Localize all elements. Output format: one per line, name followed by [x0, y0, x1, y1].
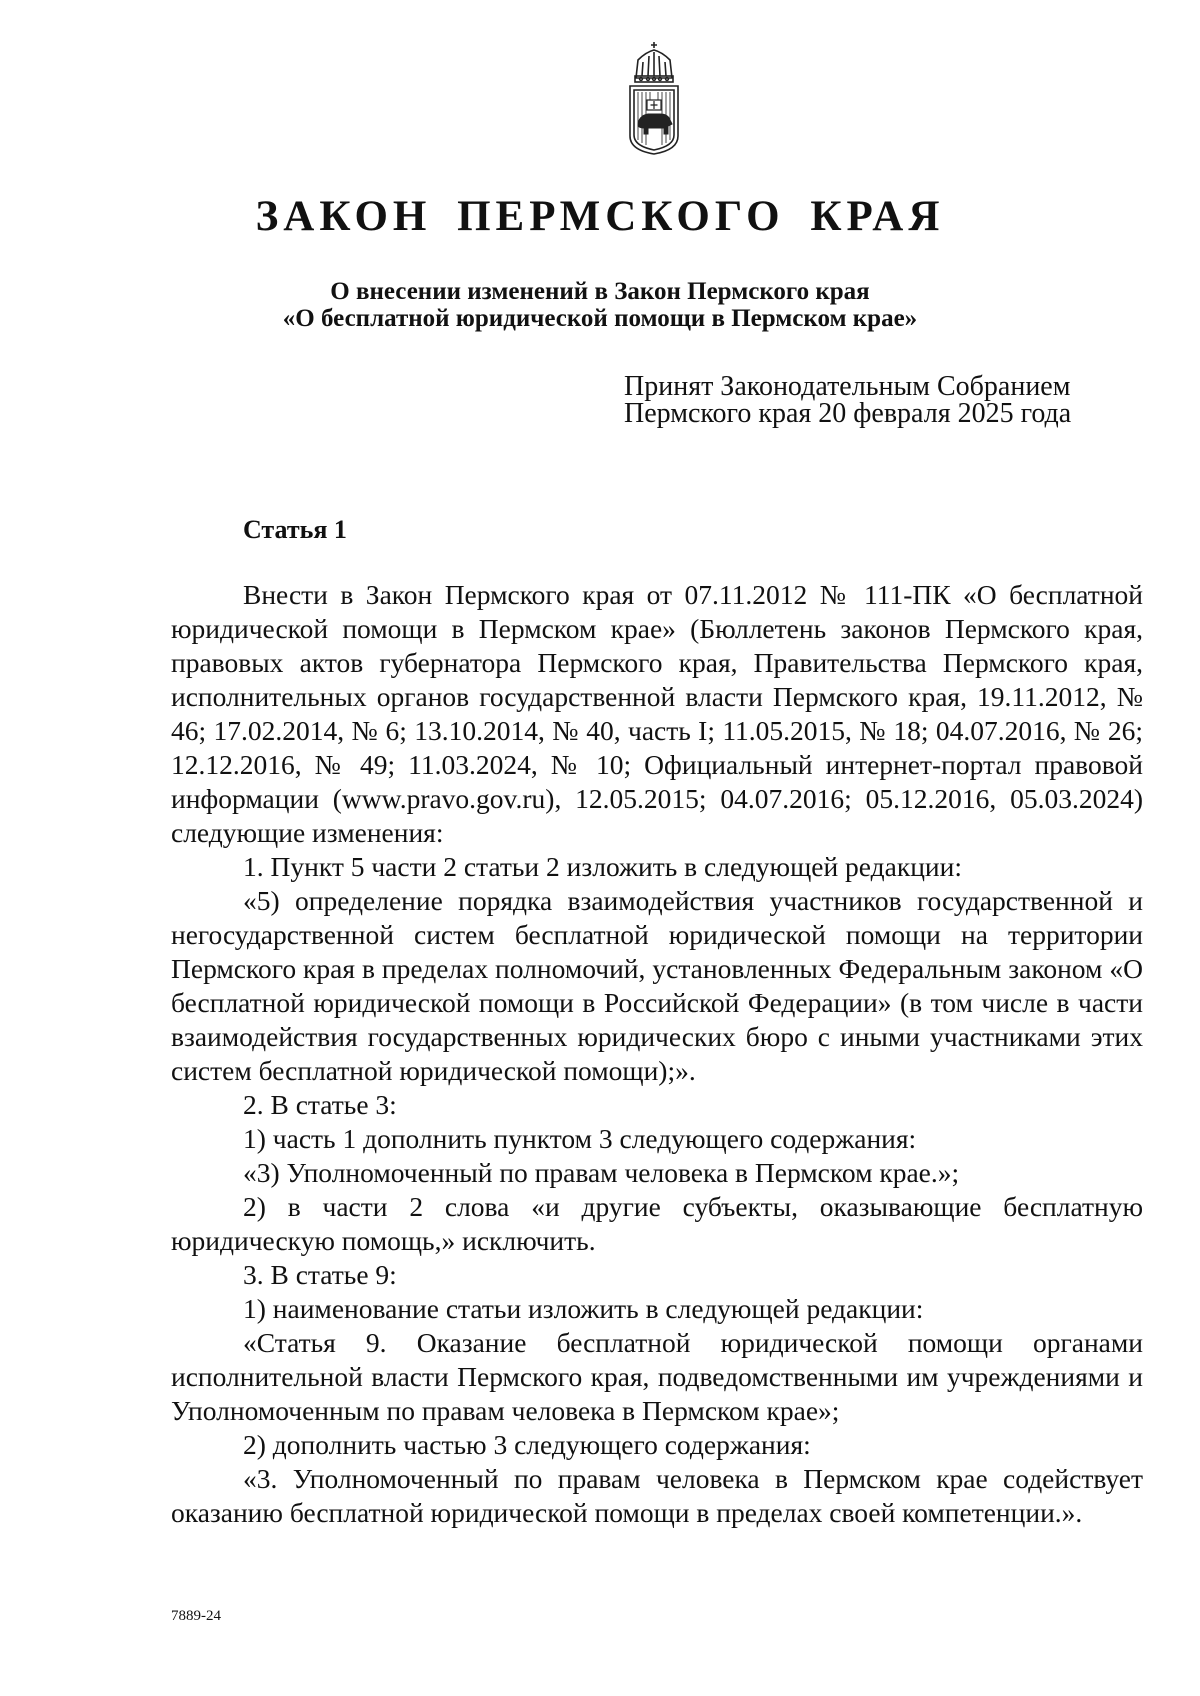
- adoption-note: [624, 373, 1084, 427]
- subtitle-line-1: О внесении изменений в Закон Пермского края: [330, 278, 870, 305]
- article-heading: Статья 1: [243, 515, 347, 544]
- paragraph: 2. В статье 3:: [243, 1089, 397, 1120]
- adoption-line-1: Принят Законодательным Собранием: [624, 371, 1071, 402]
- document-code: 7889-24: [171, 1608, 221, 1624]
- paragraph: 2) дополнить частью 3 следующего содержания:: [243, 1429, 811, 1460]
- article-body: [171, 578, 1143, 1530]
- paragraph: 2) в части 2 слова «и другие субъекты, оказывающие бесплатную юридическую помощь,» исключить.: [171, 1191, 1143, 1256]
- law-title: ЗАКОН ПЕРМСКОГО КРАЯ: [255, 193, 945, 240]
- paragraph: 3. В статье 9:: [243, 1259, 397, 1290]
- paragraph: Внести в Закон Пермского края от 07.11.2012 № 111-ПК «О бесплатной юридической помощи в Пермском крае» (Бюллетень законов Пермского края, правовых актов губернатора Пермского края, Правительства Пермского края, исполнительных органов государственной власти Пермского края, 19.11.2012, № 46; 17.02.2014, № 6; 13.10.2014, № 40, часть I; 11.05.2015, № 18; 04.07.2016, № 26; 12.12.2016, № 49; 11.03.2024, № 10; Официальный интернет-портал правовой информации (www.pravo.gov.ru), 12.05.2015; 04.07.2016; 05.12.2016, 05.03.2024) следующие изменения:: [171, 579, 1143, 848]
- paragraph: 1. Пункт 5 части 2 статьи 2 изложить в следующей редакции:: [243, 851, 963, 882]
- law-subtitle: [0, 278, 1200, 332]
- subtitle-line-2: «О бесплатной юридической помощи в Пермском крае»: [282, 305, 918, 332]
- paragraph: «5) определение порядка взаимодействия участников государственной и негосударственной систем бесплатной юридической помощи на территории Пермского края в пределах полномочий, установленных Федеральным законом «О бесплатной юридической помощи в Российской Федерации» (в том числе в части взаимодействия государственных юридических бюро с иными участниками этих систем бесплатной юридической помощи);».: [171, 885, 1143, 1086]
- paragraph: «Статья 9. Оказание бесплатной юридической помощи органами исполнительной власти Пермского края, подведомственными им учреждениями и Уполномоченным по правам человека в Пермском крае»;: [171, 1327, 1143, 1426]
- paragraph: «3. Уполномоченный по правам человека в Пермском крае содействует оказанию бесплатной юридической помощи в пределах своей компетенции.».: [171, 1463, 1143, 1528]
- adoption-line-2: Пермского края 20 февраля 2025 года: [624, 398, 1072, 429]
- paragraph: 1) часть 1 дополнить пунктом 3 следующего содержания:: [243, 1123, 917, 1154]
- coat-of-arms-icon: [626, 40, 682, 156]
- paragraph: 1) наименование статьи изложить в следующей редакции:: [243, 1293, 924, 1324]
- paragraph: «3) Уполномоченный по правам человека в Пермском крае.»;: [243, 1157, 960, 1188]
